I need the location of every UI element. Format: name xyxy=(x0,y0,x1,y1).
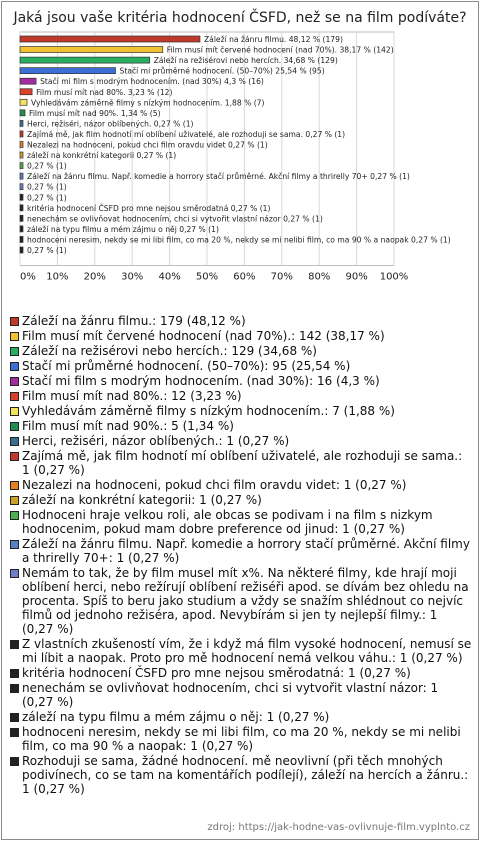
bar xyxy=(20,194,23,200)
bar-label: Vyhledávám záměrně filmy s nízkým hodnocením. 1,88 % (7) xyxy=(31,98,265,108)
bar-label: Film musí mít nad 90%. 1,34 % (5) xyxy=(29,108,161,118)
bar xyxy=(20,142,23,148)
legend-swatch xyxy=(10,669,19,678)
legend-label: Rozhoduji se sama, žádné hodnocení. mě neovlivní (při těch mnohých podivínech, co se tam na komentářích podílejí), záleží na hercích a žánru.: 1 (0,27 %) xyxy=(22,754,469,796)
legend-item xyxy=(10,449,472,477)
legend-item xyxy=(10,374,472,388)
bar xyxy=(20,236,23,242)
x-tick-label: 20% xyxy=(83,271,106,283)
chart-frame xyxy=(1,1,479,840)
legend-label: Stačí mi film s modrým hodnocením. (nad 30%): 16 (4,3 %) xyxy=(22,374,380,388)
bar xyxy=(20,99,27,105)
legend-swatch xyxy=(10,684,19,693)
bar xyxy=(20,152,23,158)
x-tick-label: 0% xyxy=(20,271,36,283)
legend-swatch xyxy=(10,640,19,649)
legend-item xyxy=(10,478,472,492)
bar-label: 0,27 % (1) xyxy=(27,246,67,255)
bar-label: záleží na konkrétní kategorii 0,27 % (1) xyxy=(27,151,177,161)
legend-label: záleží na konkrétní kategorii: 1 (0,27 %) xyxy=(22,493,262,507)
legend-label: Herci, režiséri, názor oblíbených.: 1 (0,27 %) xyxy=(22,434,290,448)
legend-swatch xyxy=(10,452,19,461)
bar-label: Nezalezi na hodnoceni, pokud chci film oravdu videt 0,27 % (1) xyxy=(27,140,268,150)
legend-item xyxy=(10,725,472,753)
bar-label: Záleží na žánru filmu. 48,12 % (179) xyxy=(203,35,343,44)
legend-item xyxy=(10,754,472,796)
legend-swatch xyxy=(10,713,19,722)
bar xyxy=(20,120,23,126)
legend-label: Hodnoceni hraje velkou roli, ale obcas se podivam i na film s nizkym hodnocenim, pokud mam dobre preference od jinud: 1 (0,27 %) xyxy=(22,508,433,536)
legend-label: Film musí mít červené hodnocení (nad 70%).: 142 (38,17 %) xyxy=(22,329,385,343)
legend-item xyxy=(10,566,472,636)
legend-label: záleží na typu filmu a mém zájmu o něj: 1 (0,27 %) xyxy=(22,710,330,724)
legend-swatch xyxy=(10,511,19,520)
x-tick-label: 40% xyxy=(158,271,181,283)
legend-swatch xyxy=(10,496,19,505)
legend-item xyxy=(10,508,472,536)
legend-swatch xyxy=(10,407,19,416)
legend-swatch xyxy=(10,422,19,431)
legend-swatch xyxy=(10,347,19,356)
legend-item xyxy=(10,434,472,448)
bar-label: Stačí mi film s modrým hodnocením. (nad 30%) 4,3 % (16) xyxy=(40,77,264,87)
bar-label: Záleží na žánru filmu. Např. komedie a horrory stačí průměrné. Akční filmy a thrirelly 70+ 0,27 % (1) xyxy=(27,172,410,182)
legend-label: Vyhledávám záměrně filmy s nízkým hodnocením.: 7 (1,88 %) xyxy=(22,404,395,418)
bar-label: záleží na typu filmu a mém zájmu o něj 0,27 % (1) xyxy=(27,224,219,234)
legend xyxy=(10,314,472,797)
legend-swatch xyxy=(10,569,19,578)
source-credit: zdroj: https://jak-hodne-vas-ovlivnuje-film.vyplnto.cz xyxy=(207,822,470,833)
bar-label: hodnoceni neresim, nekdy se mi libi film, co ma 20 %, nekdy se mi nelibi film, co ma 90 % a naopak 0,27 % (1) xyxy=(27,235,451,245)
legend-swatch xyxy=(10,392,19,401)
x-tick-label: 100% xyxy=(379,271,409,283)
bar xyxy=(20,226,23,232)
bar xyxy=(20,68,116,74)
bar-chart xyxy=(2,2,478,307)
bar xyxy=(20,110,25,116)
bar-label: Film musí mít nad 80%. 3,23 % (12) xyxy=(36,87,173,97)
legend-item xyxy=(10,681,472,709)
bar xyxy=(20,173,23,179)
legend-label: Záleží na žánru filmu.: 179 (48,12 %) xyxy=(22,314,246,328)
bar-label: 0,27 % (1) xyxy=(27,193,67,203)
legend-item xyxy=(10,329,472,343)
legend-swatch xyxy=(10,540,19,549)
bar xyxy=(20,47,163,53)
legend-item xyxy=(10,404,472,418)
legend-swatch xyxy=(10,362,19,371)
bar xyxy=(20,184,23,190)
legend-swatch xyxy=(10,332,19,341)
legend-label: Nemám to tak, že by film musel mít x%. Na některé filmy, kde hrají moji oblíbení herci, nebo režírují oblíbení režiséři apod. se dívám bez ohledu na procenta. Spíš to beru jako studium a vždy se snažím shlédnout co nejvíc filmů od jednoho režiséra, apod. Nevybírám si jen ty nejlepší filmy.: 1 (0,27 %) xyxy=(22,566,469,636)
bar-label: Zajímá mě, jak film hodnotí mí oblíbení uživatelé, ale rozhoduji se sama. 0,27 % (1) xyxy=(27,129,346,139)
bar-label: Film musí mít červené hodnocení (nad 70%). 38,17 % (142) xyxy=(166,45,394,55)
bar xyxy=(20,78,36,84)
bar-label: nenechám se ovlivňovat hodnocením, chci si vytvořit vlastní názor 0,27 % (1) xyxy=(27,214,323,224)
legend-label: Stačí mi průměrné hodnocení. (50–70%): 95 (25,54 %) xyxy=(22,359,351,373)
x-tick-label: 70% xyxy=(270,271,293,283)
legend-label: Z vlastních zkušeností vím, že i když má film vysoké hodnocení, nemusí se mi líbit a naopak. Proto pro mě hodnocení nemá velkou váhu.: 1 (0,27 %) xyxy=(22,637,472,665)
x-tick-label: 60% xyxy=(233,271,256,283)
legend-item xyxy=(10,637,472,665)
bar xyxy=(20,215,23,221)
bar xyxy=(20,163,23,169)
bar-label: kritéria hodnocení ČSFD pro mne nejsou směrodatná 0,27 % (1) xyxy=(27,203,271,213)
legend-label: Záleží na žánru filmu. Např. komedie a horrory stačí průměrné. Akční filmy a thrirelly 70+: 1 (0,27 %) xyxy=(22,537,470,565)
bar-label: Záleží na režisérovi nebo hercích. 34,68 % (129) xyxy=(153,56,338,66)
legend-item xyxy=(10,537,472,565)
legend-swatch xyxy=(10,728,19,737)
legend-item xyxy=(10,710,472,724)
legend-label: Nezalezi na hodnoceni, pokud chci film oravdu videt: 1 (0,27 %) xyxy=(22,478,407,492)
bar-label: Stačí mi průměrné hodnocení. (50–70%) 25,54 % (95) xyxy=(119,66,325,76)
legend-label: kritéria hodnocení ČSFD pro mne nejsou směrodatná: 1 (0,27 %) xyxy=(22,666,411,680)
x-tick-label: 90% xyxy=(345,271,368,283)
legend-label: nenechám se ovlivňovat hodnocením, chci si vytvořit vlastní názor: 1 (0,27 %) xyxy=(22,681,439,709)
legend-item xyxy=(10,389,472,403)
x-tick-label: 50% xyxy=(195,271,219,283)
legend-label: Zajímá mě, jak film hodnotí mí oblíbení uživatelé, ale rozhoduji se sama.: 1 (0,27 %) xyxy=(22,449,463,477)
legend-label: Záleží na režisérovi nebo hercích.: 129 (34,68 %) xyxy=(22,344,317,358)
bar-label: Herci, režiséri, názor oblíbených. 0,27 % (1) xyxy=(27,119,194,129)
bar xyxy=(20,89,32,95)
legend-item xyxy=(10,344,472,358)
legend-item xyxy=(10,666,472,680)
x-tick-label: 80% xyxy=(308,271,331,283)
bar-label: 0,27 % (1) xyxy=(27,161,67,171)
legend-swatch xyxy=(10,377,19,386)
bar xyxy=(20,247,23,253)
legend-label: hodnoceni neresim, nekdy se mi libi film, co ma 20 %, nekdy se mi nelibi film, co ma 90 % a naopak: 1 (0,27 %) xyxy=(22,725,461,753)
legend-label: Film musí mít nad 90%.: 5 (1,34 %) xyxy=(22,419,234,433)
bar xyxy=(20,205,23,211)
legend-swatch xyxy=(10,757,19,766)
x-tick-label: 30% xyxy=(121,271,144,283)
bar xyxy=(20,36,200,42)
legend-item xyxy=(10,359,472,373)
x-tick-label: 10% xyxy=(46,271,69,283)
legend-swatch xyxy=(10,317,19,326)
bar-label: 0,27 % (1) xyxy=(27,182,67,192)
legend-swatch xyxy=(10,481,19,490)
legend-label: Film musí mít nad 80%.: 12 (3,23 %) xyxy=(22,389,242,403)
chart-title: Jaká jsou vaše kritéria hodnocení ČSFD, než se na film podíváte? xyxy=(13,10,467,26)
legend-swatch xyxy=(10,437,19,446)
bar xyxy=(20,131,23,137)
legend-item xyxy=(10,314,472,328)
legend-item xyxy=(10,419,472,433)
bar xyxy=(20,57,150,63)
legend-item xyxy=(10,493,472,507)
